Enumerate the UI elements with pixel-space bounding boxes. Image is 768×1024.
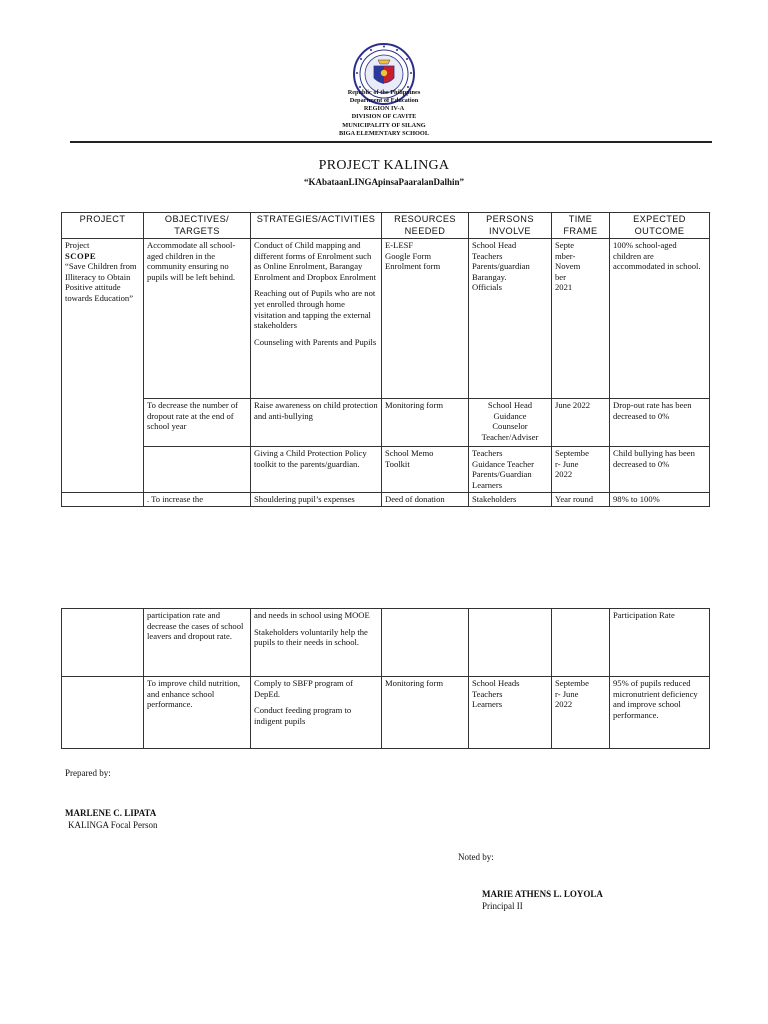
timeframe-item: Novem bbox=[555, 261, 581, 272]
letterhead-line: Republic of the Philippines bbox=[347, 89, 421, 96]
column-header: EXPECTED OUTCOME bbox=[610, 213, 710, 239]
letterhead-line: MUNICIPALITY OF SILANG bbox=[342, 122, 426, 129]
person-item: School Head bbox=[487, 400, 533, 410]
column-header: OBJECTIVES/ TARGETS bbox=[144, 213, 251, 239]
project-cell bbox=[62, 493, 144, 507]
table-row bbox=[62, 239, 710, 399]
timeframe-item: 2021 bbox=[555, 282, 573, 293]
strategy-item: Counseling with Parents and Pupils bbox=[254, 336, 377, 347]
timeframe-cell bbox=[552, 239, 610, 399]
objective-cell: . To increase the bbox=[144, 493, 251, 507]
noted-by-label: Noted by: bbox=[458, 852, 494, 862]
strategy-item: and needs in school using MOOE bbox=[254, 610, 370, 620]
noted-by-role: Principal II bbox=[482, 901, 523, 911]
strategies-cell bbox=[251, 239, 382, 399]
project-name: SCOPE bbox=[65, 250, 97, 261]
person-item: Teachers bbox=[472, 448, 503, 458]
strategy-item: Conduct of Child mapping and different forms of Enrolment such as Online Enrolment, Barangay Enrolment and Dropbox Enrolment bbox=[254, 240, 376, 282]
timeframe-item: mber- bbox=[555, 250, 576, 261]
persons-cell bbox=[469, 239, 552, 399]
prepared-by-role: KALINGA Focal Person bbox=[68, 820, 158, 830]
column-header: PERSONS INVOLVE bbox=[469, 213, 552, 239]
resource-item: School Memo bbox=[385, 448, 434, 458]
objective-cell: To improve child nutrition, and enhance school performance. bbox=[144, 677, 251, 749]
strategies-cell bbox=[251, 609, 382, 677]
persons-cell bbox=[469, 399, 552, 447]
table-row bbox=[62, 677, 710, 749]
strategy-item: Stakeholders voluntarily help the pupils to their needs in school. bbox=[254, 626, 368, 648]
timeframe-cell bbox=[552, 609, 610, 677]
letterhead-line: REGION IV-A bbox=[363, 105, 405, 112]
objective-cell: participation rate and decrease the cases of school leavers and dropout rate. bbox=[144, 609, 251, 677]
resources-cell bbox=[382, 609, 469, 677]
action-plan-table bbox=[61, 212, 710, 507]
table-row bbox=[62, 399, 710, 447]
person-item: Counselor bbox=[492, 421, 528, 432]
strategy-item: Reaching out of Pupils who are not yet enrolled through home visitation and tapping the external stakeholders bbox=[254, 288, 376, 331]
letterhead-line: Department of Education bbox=[349, 97, 419, 104]
strategies-cell: Shouldering pupil’s expenses bbox=[251, 493, 382, 507]
resource-item: Google Form bbox=[385, 250, 432, 261]
project-cell bbox=[62, 239, 144, 493]
project-cell bbox=[62, 609, 144, 677]
person-item: School Heads bbox=[472, 678, 520, 688]
timeframe-cell: June 2022 bbox=[552, 399, 610, 447]
outcome-cell: 95% of pupils reduced micronutrient deficiency and improve school performance. bbox=[610, 677, 710, 749]
timeframe-item: 2022 bbox=[555, 699, 573, 710]
timeframe-item: Septembe bbox=[555, 448, 589, 458]
outcome-cell: 100% school-aged children are accommodated in school. bbox=[610, 239, 710, 399]
persons-cell bbox=[469, 677, 552, 749]
person-item: Parents/guardian bbox=[472, 261, 530, 272]
person-item: Learners bbox=[472, 699, 503, 710]
resources-cell: Monitoring form bbox=[382, 677, 469, 749]
person-item: Teachers bbox=[472, 688, 503, 699]
timeframe-cell bbox=[552, 447, 610, 493]
timeframe-item: Septembe bbox=[555, 678, 589, 688]
strategies-cell: Giving a Child Protection Policy toolkit to the parents/guardian. bbox=[251, 447, 382, 493]
persons-cell: Stakeholders bbox=[469, 493, 552, 507]
timeframe-item: 2022 bbox=[555, 469, 573, 480]
table-row bbox=[62, 609, 710, 677]
person-item: Barangay. bbox=[472, 271, 507, 282]
project-description: “Save Children from Illiteracy to Obtain Positive attitude towards Education” bbox=[65, 261, 137, 303]
table-row bbox=[62, 493, 710, 507]
persons-cell bbox=[469, 447, 552, 493]
strategy-item: Comply to SBFP program of DepEd. bbox=[254, 678, 353, 699]
project-cell bbox=[62, 677, 144, 749]
prepared-by-name: MARLENE C. LIPATA bbox=[65, 808, 157, 818]
strategies-cell: Raise awareness on child protection and anti-bullying bbox=[251, 399, 382, 447]
prepared-by-label: Prepared by: bbox=[65, 768, 111, 778]
outcome-cell: Drop-out rate has been decreased to 0% bbox=[610, 399, 710, 447]
person-item: Teacher/Adviser bbox=[481, 431, 539, 442]
person-item: School Head bbox=[472, 240, 517, 250]
objective-cell bbox=[144, 447, 251, 493]
resources-cell bbox=[382, 447, 469, 493]
outcome-cell: 98% to 100% bbox=[610, 493, 710, 507]
outcome-cell: Participation Rate bbox=[610, 609, 710, 677]
person-item: Officials bbox=[472, 282, 502, 293]
column-header: TIME FRAME bbox=[552, 213, 610, 239]
person-item: Teachers bbox=[472, 250, 503, 261]
table-header-row bbox=[62, 213, 710, 239]
resource-item: E-LESF bbox=[385, 240, 414, 250]
person-item: Guidance Teacher bbox=[472, 458, 534, 469]
timeframe-item: ber bbox=[555, 271, 566, 282]
letterhead-line: DIVISION OF CAVITE bbox=[351, 113, 417, 120]
letterhead-line: BIGA ELEMENTARY SCHOOL bbox=[338, 130, 430, 137]
letterhead-divider bbox=[70, 141, 712, 143]
objective-cell: Accommodate all school-aged children in the community ensuring no pupils will be left behind. bbox=[144, 239, 251, 399]
strategy-item: Conduct feeding program to indigent pupils bbox=[254, 705, 352, 726]
column-header: PROJECT bbox=[62, 213, 144, 239]
resource-item: Enrolment form bbox=[385, 261, 441, 272]
document-subtitle: “KAbataanLINGApinsaPaaralanDalhin” bbox=[303, 177, 465, 187]
project-label: Project bbox=[65, 240, 90, 250]
document-title: PROJECT KALINGA bbox=[318, 158, 450, 173]
person-item: Guidance bbox=[493, 410, 527, 421]
timeframe-item: Septe bbox=[555, 240, 575, 250]
timeframe-item: r- June bbox=[555, 458, 579, 469]
person-item: Parents/Guardian bbox=[472, 469, 532, 480]
resources-cell: Deed of donation bbox=[382, 493, 469, 507]
resource-item: Toolkit bbox=[385, 458, 410, 469]
timeframe-item: r- June bbox=[555, 688, 579, 699]
persons-cell bbox=[469, 609, 552, 677]
action-plan-table-continued bbox=[61, 608, 710, 749]
resources-cell: Monitoring form bbox=[382, 399, 469, 447]
timeframe-cell: Year round bbox=[552, 493, 610, 507]
table-row bbox=[62, 447, 710, 493]
outcome-cell: Child bullying has been decreased to 0% bbox=[610, 447, 710, 493]
column-header: RESOURCES NEEDED bbox=[382, 213, 469, 239]
timeframe-cell bbox=[552, 677, 610, 749]
resources-cell bbox=[382, 239, 469, 399]
column-header: STRATEGIES/ACTIVITIES bbox=[251, 213, 382, 239]
noted-by-name: MARIE ATHENS L. LOYOLA bbox=[482, 889, 603, 899]
person-item: Learners bbox=[472, 479, 503, 490]
strategies-cell bbox=[251, 677, 382, 749]
objective-cell: To decrease the number of dropout rate at the end of school year bbox=[144, 399, 251, 447]
